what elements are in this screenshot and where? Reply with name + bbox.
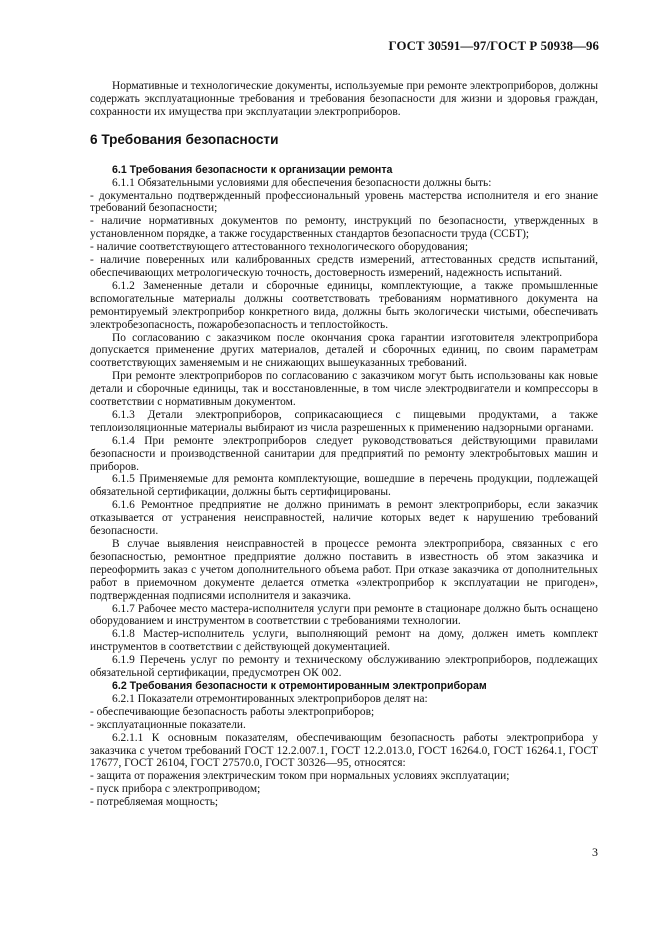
paragraph: 6.1.6 Ремонтное предприятие не должно принимать в ремонт электроприборы, если заказчик отказывается от устранения неисправностей, наличие которых ведет к нарушению требований безопасности.: [90, 499, 598, 538]
subsection-heading: 6.1 Требования безопасности к организации ремонта: [112, 163, 393, 176]
subsection-heading: 6.2 Требования безопасности к отремонтированным электроприборам: [112, 679, 487, 692]
intro-paragraph: Нормативные и технологические документы, используемые при ремонте электроприборов, должны содержать эксплуатационные требования и требования безопасности для жизни и здоровья граждан, сохранности их имущества при эксплуатации электроприборов.: [90, 80, 598, 118]
paragraph: 6.1.7 Рабочее место мастера-исполнителя услуги при ремонте в стационаре должно быть оснащено оборудованием и инструментом в соответствии с требованиями технологии.: [90, 602, 598, 628]
paragraph: 6.1.4 При ремонте электроприборов следует руководствоваться действующими правилами безопасности и производственной санитарии для предприятий по ремонту электробытовых машин и приборов.: [90, 434, 598, 473]
paragraph: 6.1.5 Применяемые для ремонта комплектующие, вошедшие в перечень продукции, подлежащей обязательной сертификации, должны быть сертифицированы.: [90, 473, 598, 499]
paragraph: По согласованию с заказчиком после окончания срока гарантии изготовителя электроприбора допускается применение других материалов, деталей и сборочных единиц, по своим параметрам соответствующих заменяемым и не снижающих вышеуказанных требований.: [90, 331, 598, 370]
paragraph: В случае выявления неисправностей в процессе ремонта электроприбора, связанных с его безопасностью, ремонтное предприятие должно поставить в известность об этом заказчика и переоформить заказ с учетом дополнительного объема работ. При отказе заказчика от дополнительных работ в приемочном документе делается отметка «электроприбор к эксплуатации не пригоден», подтвержденная подписями исполнителя и заказчика.: [90, 538, 598, 602]
document-header: ГОСТ 30591—97/ГОСТ Р 50938—96: [388, 39, 599, 53]
list-item: - наличие поверенных или калиброванных средств измерений, аттестованных средств испытаний, обеспечивающих метрологическую точность, достоверность измерений, надежность испытаний.: [90, 254, 598, 279]
list-item: - документально подтвержденный профессиональный уровень мастерства исполнителя и его знание требований безопасности;: [90, 189, 598, 215]
paragraph: 6.1.9 Перечень услуг по ремонту и техническому обслуживанию электроприборов, подлежащих обязательной сертификации, предусмотрен ОК 002.: [90, 654, 598, 680]
paragraph: 6.1.2 Замененные детали и сборочные единицы, комплектующие, а также промышленные вспомогательные материалы должны соответствовать требованиям нормативного документа на ремонтируемый электроприбор конкретного вида, должны быть экологически чистыми, обеспечивать электробезопасность, пожаробезопасность и теплостойкость.: [90, 279, 598, 331]
list-item: - эксплуатационные показатели.: [90, 718, 246, 731]
document-body: [90, 80, 598, 809]
list-item: - пуск прибора с электроприводом;: [90, 783, 261, 796]
paragraph-list: [90, 164, 598, 809]
page-number: 3: [592, 845, 598, 859]
paragraph: 6.1.1 Обязательными условиями для обеспечения безопасности должны быть:: [112, 176, 492, 189]
paragraph: 6.1.3 Детали электроприборов, соприкасающиеся с пищевыми продуктами, а также теплоизоляционные материалы выбирают из числа разрешенных к применению надзорными органами.: [90, 408, 598, 434]
paragraph: 6.2.1 Показатели отремонтированных электроприборов делят на:: [112, 692, 428, 705]
list-item: - защита от поражения электрическим током при нормальных условиях эксплуатации;: [90, 770, 510, 783]
list-item: - потребляемая мощность;: [90, 796, 219, 809]
paragraph: 6.2.1.1 К основным показателям, обеспечивающим безопасность работы электроприбора у заказчика с учетом требований ГОСТ 12.2.007.1, ГОСТ 12.2.013.0, ГОСТ 16264.0, ГОСТ 16264.1, ГОСТ 17677, ГОСТ 26104, ГОСТ 27570.0, ГОСТ 30326—95, относятся:: [90, 731, 598, 770]
paragraph: При ремонте электроприборов по согласованию с заказчиком могут быть использованы как новые детали и сборочные единицы, так и восстановленные, в том числе электродвигатели и компрессоры в соответствии с нормативным документом.: [90, 370, 598, 409]
section-title: 6 Требования безопасности: [90, 131, 279, 147]
list-item: - обеспечивающие безопасность работы электроприборов;: [90, 705, 375, 718]
list-item: - наличие соответствующего аттестованного технологического оборудования;: [90, 241, 469, 254]
list-item: - наличие нормативных документов по ремонту, инструкций по безопасности, утвержденных в установленном порядке, а также государственных стандартов безопасности труда (ССБТ);: [90, 215, 598, 241]
paragraph: 6.1.8 Мастер-исполнитель услуги, выполняющий ремонт на дому, должен иметь комплект инструментов в соответствии с действующей документацией.: [90, 628, 598, 654]
